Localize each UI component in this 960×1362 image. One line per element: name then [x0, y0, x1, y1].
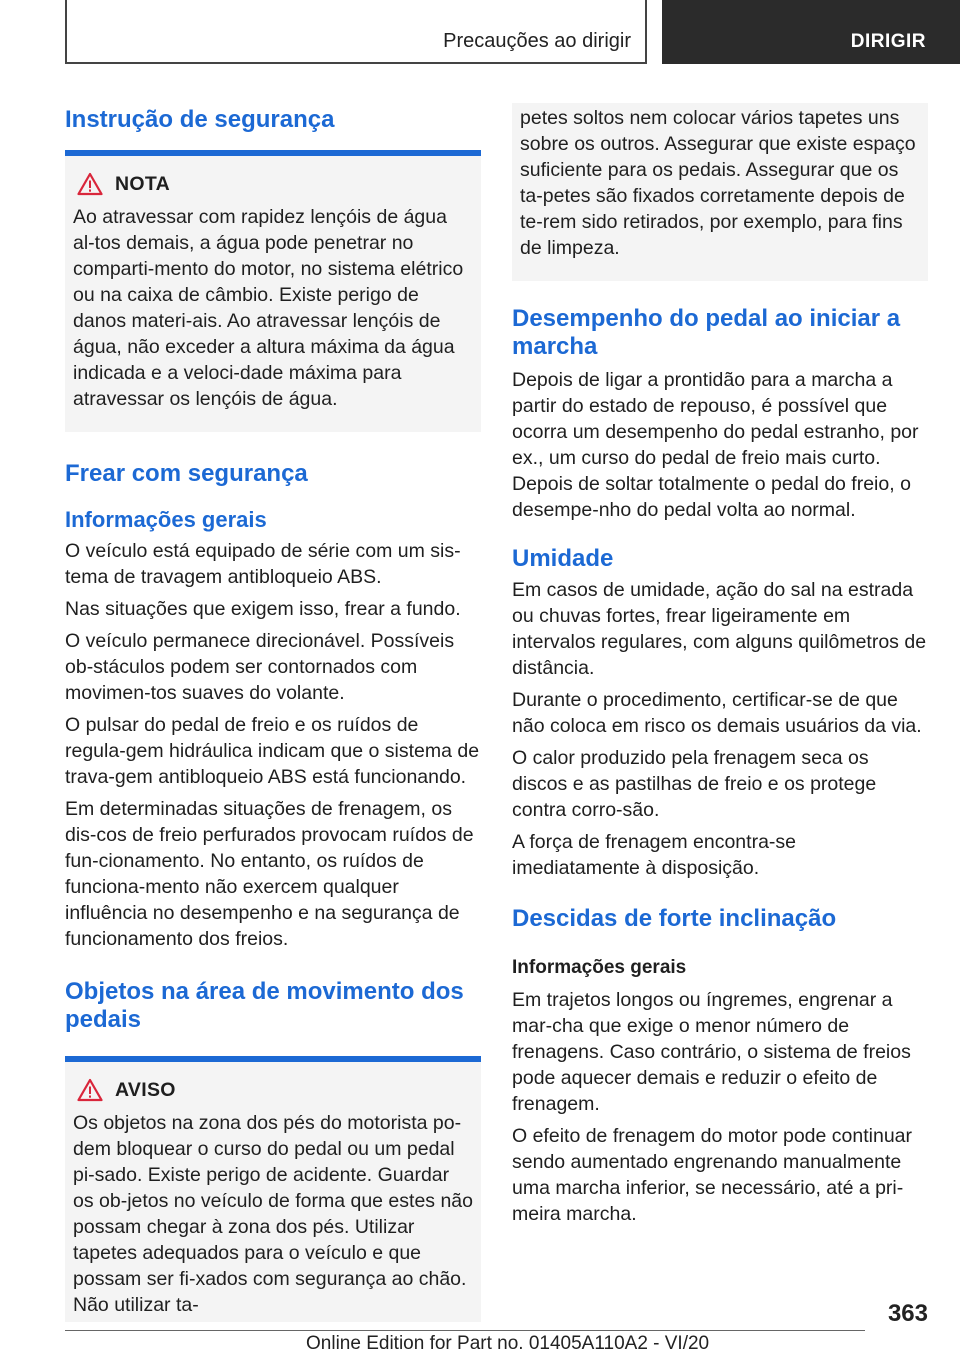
paragraph: Em casos de umidade, ação do sal na estrada ou chuvas fortes, frear ligeiramente em intervalos regulares, com alguns quilômetros de distância.: [512, 579, 927, 679]
aviso-box-continued: [512, 103, 928, 281]
page-header: [0, 0, 960, 66]
heading-desempenho-pedal: Desempenho do pedal ao iniciar a marcha: [512, 305, 901, 360]
aviso-text-continued: petes soltos nem colocar vários tapetes uns sobre os outros. Assegurar que existe espaço suficiente para os pedais. Assegurar que os ta-petes são fixados corretamente depois de te-rem sido retirados, por exemplo, para fins de limpeza.: [520, 107, 916, 259]
paragraph: A força de frenagem encontra-se imediatamente à disposição.: [512, 831, 796, 879]
header-section-box: [65, 0, 647, 64]
right-column: [512, 103, 928, 1227]
paragraph: Depois de ligar a prontidão para a marcha a partir do estado de repouso, é possível que ocorra um desempenho do pedal estranho, por ex., um curso do pedal de freio mais curto. Depois de soltar totalmente o pedal do freio, o desempe-nho do pedal volta ao normal.: [512, 369, 919, 521]
warning-triangle-icon: [77, 172, 103, 196]
heading-frear-seguranca: Frear com segurança: [65, 460, 308, 487]
page-number: 363: [887, 1300, 928, 1327]
warning-triangle-icon: [77, 1078, 103, 1102]
aviso-text: Os objetos na zona dos pés do motorista po-dem bloquear o curso do pedal ou um pedal pi-sado. Existe perigo de acidente. Guardar os ob-jetos no veículo de forma que estes não possam chegar à zona dos pés. Utilizar tapetes adequados para o veículo e que possam ser fi-xados com segurança ao chão. Não utilizar ta-: [73, 1112, 473, 1316]
heading-objetos-pedais: Objetos na área de movimento dos pedais: [65, 978, 464, 1033]
header-chapter-title: DIRIGIR: [850, 31, 926, 52]
paragraph: Em trajetos longos ou íngremes, engrenar a mar-cha que exige o menor número de frenagens. Caso contrário, o sistema de freios pode aquecer demais e reduzir o efeito de frenagem.: [512, 989, 911, 1115]
heading-informacoes-gerais: Informações gerais: [65, 507, 267, 532]
nota-text: Ao atravessar com rapidez lençóis de água al-tos demais, a água pode penetrar no comparti-mento do motor, no sistema elétrico ou na caixa de câmbio. Existe perigo de danos materi-ais. Ao atravessar lençóis de água, não exceder a altura máxima da água indicada e a veloci-dade máxima para atravessar os lençóis de água.: [73, 206, 464, 410]
nota-header: [77, 168, 473, 200]
aviso-box: [65, 1062, 481, 1322]
paragraph: O veículo está equipado de série com um sis-tema de travagem antibloqueio ABS.: [65, 540, 461, 588]
paragraph: O veículo permanece direcionável. Possíveis ob-stáculos podem ser contornados com movimen-tos suaves do volante.: [65, 630, 455, 704]
heading-descidas-inclinacao: Descidas de forte inclinação: [512, 905, 837, 932]
nota-label: NOTA: [115, 172, 170, 195]
paragraph: O pulsar do pedal de freio e os ruídos de regula-gem hidráulica indicam que o sistema de trava-gem antibloqueio ABS está funcionando.: [65, 714, 480, 788]
subheading-informacoes-gerais: Informações gerais: [512, 957, 687, 978]
paragraph: Nas situações que exigem isso, frear a fundo.: [65, 598, 461, 620]
footer-edition: Online Edition for Part no. 01405A110A2 - VI/20: [306, 1333, 710, 1354]
paragraph: O calor produzido pela frenagem seca os discos e as pastilhas de freio e os protege contra corro-são.: [512, 747, 877, 821]
footer-divider: [65, 1330, 865, 1331]
aviso-header: [77, 1074, 473, 1106]
header-chapter-tab: [662, 0, 960, 64]
paragraph: Durante o procedimento, certificar-se de que não coloca em risco os demais usuários da via.: [512, 689, 922, 737]
heading-umidade: Umidade: [512, 545, 614, 572]
nota-box: [65, 156, 481, 432]
paragraph: Em determinadas situações de frenagem, os dis-cos de freio perfurados provocam ruídos de fun-cionamento. No entanto, os ruídos de funciona-mento não exercem qualquer influência no desempenho e na segurança de funcionamento dos freios.: [65, 798, 474, 950]
header-section-title: Precauções ao dirigir: [443, 30, 631, 52]
aviso-label: AVISO: [115, 1078, 176, 1101]
heading-instrucao-seguranca: Instrução de segurança: [65, 106, 335, 133]
left-column: [65, 100, 481, 1322]
paragraph: O efeito de frenagem do motor pode continuar sendo aumentado engrenando manualmente uma marcha inferior, se necessário, até a pri-meira marcha.: [512, 1125, 912, 1225]
